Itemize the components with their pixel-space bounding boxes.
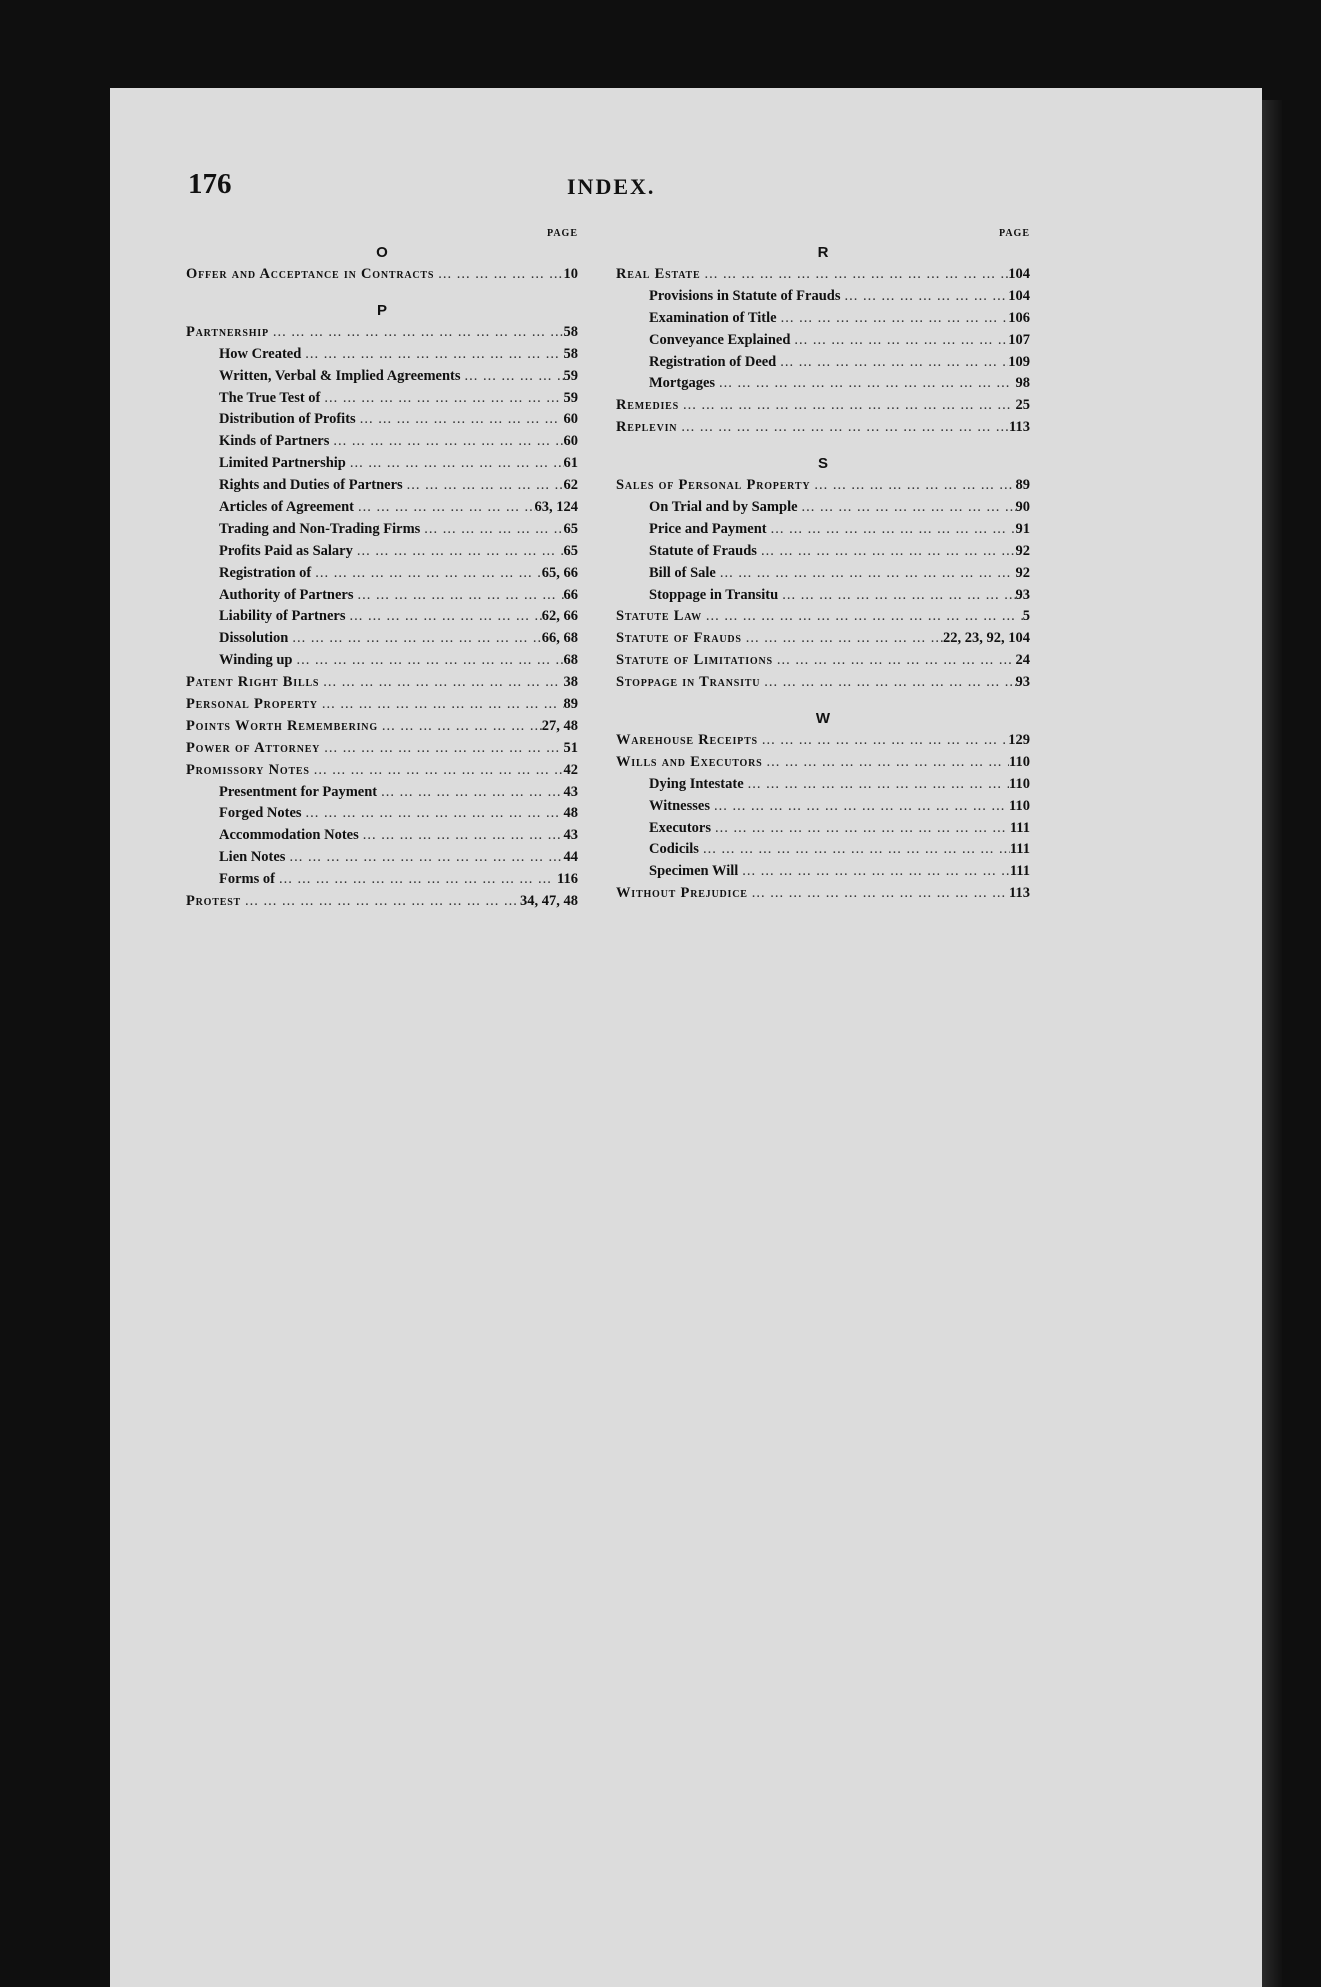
entry-page-number: 110 [1009, 797, 1030, 814]
section-gap [616, 439, 1030, 453]
index-subentry [186, 869, 578, 891]
dot-leader [403, 475, 564, 497]
entry-page-number: 111 [1009, 819, 1030, 836]
index-subentry [616, 308, 1030, 330]
entry-label: Wills and Executors [616, 753, 763, 770]
entry-page-number: 91 [1015, 520, 1030, 537]
entry-label: Forms of [219, 871, 275, 888]
index-heading-entry [186, 264, 578, 286]
dot-leader [346, 453, 564, 475]
dot-leader [354, 585, 564, 607]
index-heading-entry [616, 264, 1030, 286]
entry-page-number: 22, 23, 92, 104 [943, 630, 1030, 647]
running-head: INDEX. [567, 174, 656, 199]
entry-label: Personal Property [186, 696, 318, 713]
section-letter: W [815, 710, 831, 728]
entry-label: Partnership [186, 323, 269, 340]
entry-label: Presentment for Payment [219, 783, 378, 800]
dot-leader [329, 431, 563, 453]
dot-leader [302, 803, 564, 825]
entry-label: Protest [186, 893, 242, 910]
dot-leader [760, 672, 1015, 694]
index-heading-entry [186, 738, 578, 760]
dot-leader [778, 585, 1015, 607]
entry-label: Price and Payment [649, 520, 767, 537]
dot-leader [677, 417, 1009, 439]
dot-leader [311, 563, 542, 585]
index-subentry [616, 286, 1030, 308]
dot-leader [378, 716, 542, 738]
entry-label: Profits Paid as Salary [219, 542, 353, 559]
entry-page-number: 113 [1009, 419, 1030, 436]
entry-page-number: 98 [1015, 375, 1030, 392]
index-heading-entry [186, 891, 578, 913]
dot-leader [359, 825, 564, 847]
index-subentry [186, 453, 578, 475]
right-index-column [616, 228, 1030, 905]
index-subentry [616, 352, 1030, 374]
dot-leader [345, 606, 541, 628]
dot-leader [716, 563, 1016, 585]
index-heading-entry [616, 730, 1030, 752]
index-subentry [616, 818, 1030, 840]
entry-page-number: 66 [563, 586, 578, 603]
entry-page-number: 59 [563, 389, 578, 406]
entry-page-number: 89 [563, 696, 578, 713]
dot-leader [711, 818, 1010, 840]
section-gap [186, 286, 578, 300]
entry-label: Lien Notes [219, 849, 286, 866]
index-subentry [186, 475, 578, 497]
left-index-column [186, 228, 578, 913]
entry-label: Statute Law [616, 608, 702, 625]
entry-label: Registration of Deed [649, 353, 777, 370]
index-subentry [186, 388, 578, 410]
entry-page-number: 92 [1015, 564, 1030, 581]
index-subentry [186, 519, 578, 541]
dot-leader [700, 264, 1008, 286]
dot-leader [767, 519, 1016, 541]
dot-leader [810, 475, 1015, 497]
dot-leader [461, 366, 564, 388]
entry-label: Patent Right Bills [186, 674, 320, 691]
entry-page-number: 107 [1008, 331, 1030, 348]
index-subentry [186, 803, 578, 825]
entry-page-number: 92 [1015, 542, 1030, 559]
index-subentry [186, 606, 578, 628]
dot-leader [301, 344, 563, 366]
index-subentry [616, 497, 1030, 519]
index-subentry [186, 344, 578, 366]
index-heading-entry [186, 672, 578, 694]
entry-label: The True Test of [219, 389, 321, 406]
entry-page-number: 59 [563, 367, 578, 384]
index-subentry [186, 431, 578, 453]
index-heading-entry [616, 883, 1030, 905]
index-subentry [186, 782, 578, 804]
entry-label: Examination of Title [649, 309, 777, 326]
entry-page-number: 104 [1008, 266, 1030, 282]
page-edge [1262, 100, 1282, 1987]
dot-leader [738, 861, 1010, 883]
index-heading-entry [616, 650, 1030, 672]
dot-leader [377, 782, 563, 804]
dot-leader [320, 388, 563, 410]
entry-label: Registration of [219, 564, 312, 581]
index-subentry [186, 847, 578, 869]
entry-page-number: 110 [1009, 753, 1030, 770]
index-subentry [616, 796, 1030, 818]
entry-page-number: 65 [563, 542, 578, 559]
entry-page-number: 66, 68 [541, 630, 578, 647]
page-column-label: PAGE [998, 228, 1030, 239]
index-subentry [616, 563, 1030, 585]
entry-page-number: 89 [1015, 477, 1030, 494]
dot-leader [790, 330, 1008, 352]
entry-page-number: 43 [563, 827, 578, 844]
entry-page-number: 93 [1015, 674, 1030, 691]
entry-page-number: 44 [563, 849, 578, 866]
index-subentry [616, 839, 1030, 861]
index-subentry [186, 628, 578, 650]
entry-page-number: 62, 66 [541, 608, 578, 625]
entry-page-number: 10 [563, 266, 578, 282]
entry-label: Rights and Duties of Partners [219, 477, 403, 494]
entry-label: Stoppage in Transitu [616, 674, 761, 691]
entry-label: Statute of Limitations [616, 652, 773, 669]
entry-label: Statute of Frauds [649, 542, 757, 559]
dot-leader [269, 322, 564, 344]
entry-page-number: 61 [563, 455, 578, 472]
index-subentry [616, 861, 1030, 883]
dot-leader [776, 352, 1008, 374]
index-heading-entry [186, 322, 578, 344]
entry-label: Authority of Partners [219, 586, 354, 603]
entry-page-number: 51 [563, 739, 578, 756]
entry-label: Provisions in Statute of Frauds [649, 287, 841, 304]
section-letter: S [817, 455, 828, 473]
entry-page-number: 34, 47, 48 [520, 893, 578, 910]
dot-leader [310, 760, 564, 782]
index-heading-entry [616, 475, 1030, 497]
entry-page-number: 104 [1008, 287, 1030, 304]
entry-page-number: 58 [563, 323, 578, 340]
entry-label: Remedies [616, 397, 679, 414]
entry-page-number: 90 [1015, 499, 1030, 516]
dot-leader [319, 672, 563, 694]
entry-label: Without Prejudice [616, 885, 748, 902]
dot-leader [715, 373, 1015, 395]
entry-label: Power of Attorney [186, 739, 321, 756]
dot-leader [420, 519, 563, 541]
dot-leader [798, 497, 1016, 519]
entry-label: Dying Intestate [649, 775, 744, 792]
index-subentry [616, 519, 1030, 541]
entry-page-number: 63, 124 [534, 499, 578, 516]
entry-page-number: 65 [563, 520, 578, 537]
dot-leader [356, 409, 564, 431]
dot-leader [748, 883, 1009, 905]
entry-label: Points Worth Remembering [186, 717, 378, 734]
index-heading-entry [186, 716, 578, 738]
index-heading-entry [616, 752, 1030, 774]
right-index-entries [616, 242, 1030, 905]
dot-leader [285, 847, 563, 869]
dot-leader [742, 628, 943, 650]
section-gap [616, 694, 1030, 708]
entry-label: Witnesses [649, 797, 710, 814]
entry-page-number: 62 [563, 477, 578, 494]
entry-label: Trading and Non-Trading Firms [219, 520, 421, 537]
index-subentry [616, 774, 1030, 796]
entry-label: Liability of Partners [219, 608, 346, 625]
entry-label: Specimen Will [649, 863, 739, 880]
entry-label: Forged Notes [219, 805, 302, 822]
index-subentry [186, 650, 578, 672]
entry-page-number: 60 [563, 433, 578, 450]
page-column-label: PAGE [546, 228, 578, 239]
index-subentry [616, 541, 1030, 563]
entry-page-number: 109 [1008, 353, 1030, 370]
dot-leader [757, 541, 1016, 563]
entry-label: Written, Verbal & Implied Agreements [219, 367, 461, 384]
section-letter: O [376, 244, 388, 261]
section-letter: R [817, 244, 829, 261]
entry-page-number: 60 [563, 411, 578, 428]
dot-leader [354, 497, 534, 519]
index-heading-entry [616, 606, 1030, 628]
entry-page-number: 111 [1009, 863, 1030, 880]
dot-leader [288, 628, 541, 650]
index-heading-entry [186, 760, 578, 782]
dot-leader [773, 650, 1016, 672]
dot-leader [744, 774, 1009, 796]
index-heading-entry [616, 395, 1030, 417]
dot-leader [679, 395, 1016, 417]
dot-leader [434, 264, 563, 286]
index-subentry [186, 541, 578, 563]
entry-page-number: 58 [563, 345, 578, 362]
dot-leader [293, 650, 564, 672]
entry-page-number: 25 [1015, 397, 1030, 414]
entry-page-number: 27, 48 [541, 717, 578, 734]
dot-leader [699, 839, 1010, 861]
dot-leader [320, 738, 563, 760]
entry-page-number: 116 [557, 871, 578, 888]
dot-leader [241, 891, 520, 913]
entry-label: Mortgages [649, 375, 716, 392]
entry-label: Bill of Sale [649, 564, 716, 581]
entry-label: Conveyance Explained [649, 331, 791, 348]
entry-page-number: 110 [1009, 775, 1030, 792]
entry-label: Offer and Acceptance in Contracts [186, 266, 435, 282]
entry-page-number: 106 [1008, 309, 1030, 326]
entry-page-number: 65, 66 [541, 564, 578, 581]
entry-label: Codicils [649, 841, 699, 858]
dot-leader [840, 286, 1008, 308]
entry-label: Limited Partnership [219, 455, 346, 472]
index-subentry [186, 563, 578, 585]
index-subentry [616, 330, 1030, 352]
dot-leader [758, 730, 1008, 752]
dot-leader [702, 606, 1023, 628]
index-subentry [186, 366, 578, 388]
entry-label: On Trial and by Sample [649, 499, 798, 516]
section-letter: P [376, 301, 387, 319]
entry-label: Replevin [616, 419, 678, 436]
entry-label: Executors [649, 819, 712, 836]
entry-page-number: 5 [1022, 608, 1030, 625]
index-heading-entry [616, 628, 1030, 650]
entry-page-number: 93 [1015, 586, 1030, 603]
entry-page-number: 129 [1008, 732, 1030, 749]
entry-label: How Created [219, 345, 302, 362]
entry-label: Articles of Agreement [219, 499, 355, 516]
dot-leader [777, 308, 1009, 330]
entry-page-number: 68 [563, 652, 578, 669]
index-subentry [616, 585, 1030, 607]
dot-leader [275, 869, 557, 891]
dot-leader [318, 694, 564, 716]
entry-label: Kinds of Partners [219, 433, 330, 450]
entry-label: Distribution of Profits [219, 411, 356, 428]
index-subentry [186, 497, 578, 519]
entry-page-number: 113 [1009, 885, 1030, 902]
index-subentry [616, 373, 1030, 395]
index-heading-entry [186, 694, 578, 716]
entry-label: Real Estate [616, 266, 701, 282]
entry-page-number: 42 [563, 761, 578, 778]
dot-leader [762, 752, 1009, 774]
dot-leader [710, 796, 1009, 818]
entry-label: Accommodation Notes [219, 827, 359, 844]
entry-label: Dissolution [219, 630, 289, 647]
page-number: 176 [188, 168, 232, 200]
index-subentry [186, 825, 578, 847]
entry-page-number: 24 [1015, 652, 1030, 669]
entry-label: Promissory Notes [186, 761, 310, 778]
entry-label: Sales of Personal Property [616, 477, 811, 494]
left-index-entries [186, 242, 578, 913]
index-heading-entry [616, 672, 1030, 694]
entry-label: Warehouse Receipts [616, 732, 758, 749]
entry-page-number: 111 [1009, 841, 1030, 858]
index-heading-entry [616, 417, 1030, 439]
entry-page-number: 38 [563, 674, 578, 691]
index-subentry [186, 585, 578, 607]
entry-label: Winding up [219, 652, 293, 669]
index-subentry [186, 409, 578, 431]
entry-label: Statute of Frauds [616, 630, 742, 647]
entry-page-number: 43 [563, 783, 578, 800]
entry-page-number: 48 [563, 805, 578, 822]
entry-label: Stoppage in Transitu [649, 586, 779, 603]
dot-leader [353, 541, 564, 563]
